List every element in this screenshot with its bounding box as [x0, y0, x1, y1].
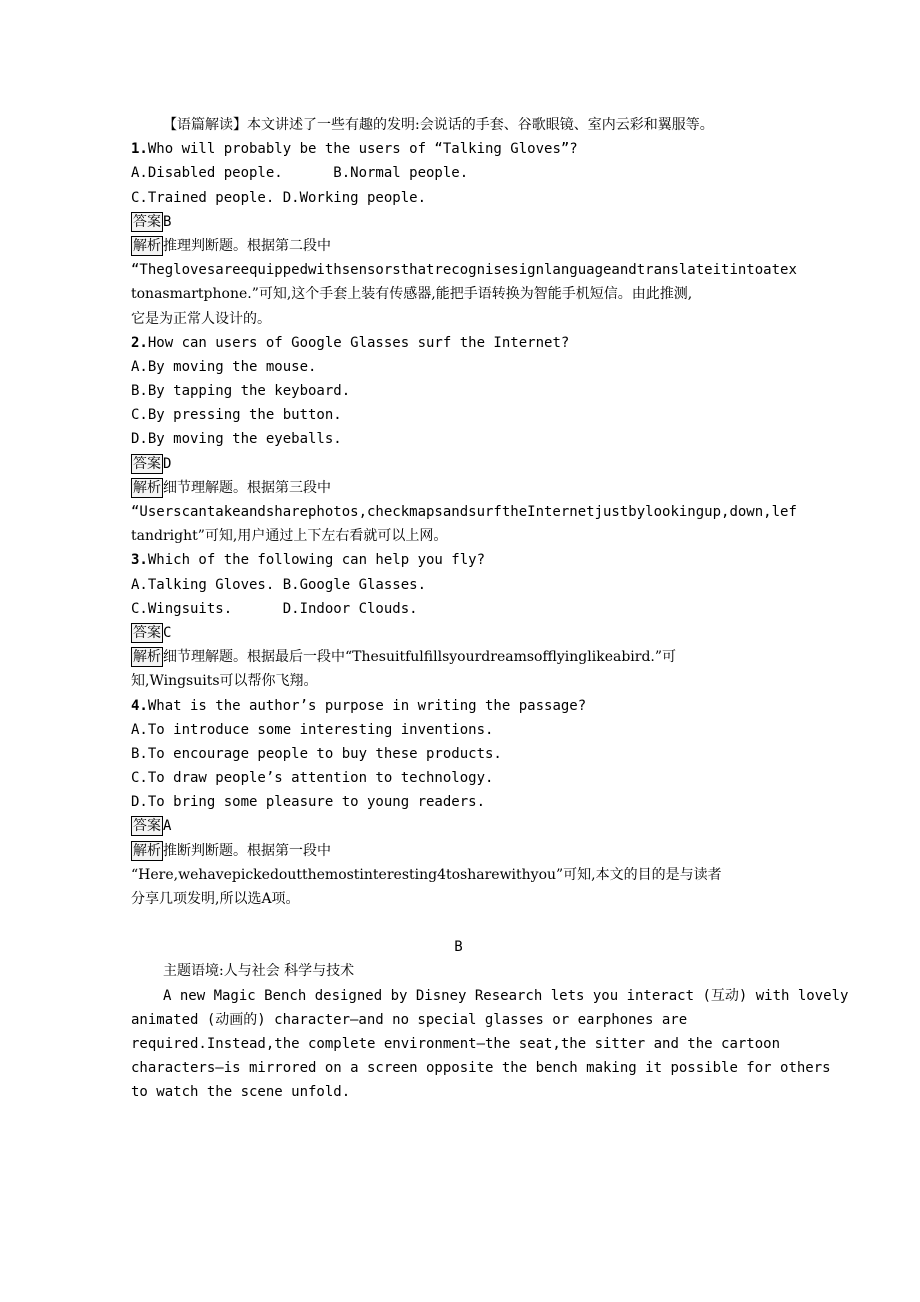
analysis-text: 它是为正常人设计的。 — [131, 310, 271, 327]
answer-row — [131, 452, 831, 476]
passage-line: A new Magic Bench designed by Disney Research lets you interact (互动) with lovely — [163, 987, 849, 1004]
answer-value: D — [163, 455, 172, 472]
answer-tag: 答案 — [133, 818, 161, 835]
option-d: D.To bring some pleasure to young readers. — [131, 794, 486, 811]
analysis-row — [131, 476, 831, 500]
theme-line: 主题语境:人与社会 科学与技术 — [163, 963, 355, 980]
answer-row — [131, 621, 831, 645]
option-a: A.To introduce some interesting inventions. — [131, 721, 494, 738]
analysis-tag: 解析 — [133, 649, 161, 666]
passage-line: characters—is mirrored on a screen opposite the bench making it possible for others — [131, 1060, 831, 1077]
section-heading: B — [454, 939, 463, 956]
question-2 — [131, 331, 831, 355]
question-3 — [131, 548, 831, 572]
analysis-text: “Here,wehavepickedoutthemostinteresting4tosharewithyou”可知,本文的目的是与读者 — [131, 866, 722, 883]
analysis-text: tonasmartphone.”可知,这个手套上装有传感器,能把手语转换为智能手机短信。由此推测, — [131, 286, 693, 303]
passage-line: animated (动画的) character—and no special glasses or earphones are — [131, 1011, 688, 1028]
analysis-text: “Userscantakeandsharephotos,checkmapsandsurftheInternetjustbylookingup,down,lef — [131, 504, 797, 520]
question-number: 2. — [131, 334, 148, 351]
analysis-text: 细节理解题。根据最后一段中“Thesuitfulfillsyourdreamsofflyinglikeabird.”可 — [163, 649, 677, 666]
analysis-tag: 解析 — [133, 479, 161, 496]
analysis-row — [131, 839, 831, 863]
options-line: C.Wingsuits. D.Indoor Clouds. — [131, 600, 418, 617]
option-c: C.To draw people’s attention to technology. — [131, 770, 494, 787]
intro-paragraph: 【语篇解读】本文讲述了一些有趣的发明:会说话的手套、谷歌眼镜、室内云彩和翼服等。 — [163, 117, 714, 133]
question-number: 1. — [131, 141, 148, 158]
question-4 — [131, 694, 831, 718]
question-number: 4. — [131, 697, 148, 714]
analysis-text: “Theglovesareequippedwithsensorsthatrecognisesignlanguageandtranslateitintoatex — [131, 262, 797, 279]
document-content — [131, 113, 849, 1105]
options-line: A.Disabled people. B.Normal people. — [131, 165, 469, 182]
option-b: B.To encourage people to buy these products. — [131, 745, 502, 762]
analysis-tag: 解析 — [133, 842, 161, 859]
answer-value: B — [163, 213, 172, 230]
question-number: 3. — [131, 552, 148, 569]
option-c: C.By pressing the button. — [131, 407, 342, 424]
question-1 — [131, 137, 831, 161]
options-line: C.Trained people. D.Working people. — [131, 189, 427, 206]
option-a: A.By moving the mouse. — [131, 358, 317, 375]
analysis-text: 细节理解题。根据第三段中 — [163, 479, 331, 496]
answer-tag: 答案 — [133, 455, 161, 472]
passage-line: required.Instead,the complete environment—the seat,the sitter and the cartoon — [131, 1035, 781, 1052]
answer-value: A — [163, 818, 172, 835]
question-text: What is the author’s purpose in writing the passage? — [147, 697, 587, 714]
answer-tag: 答案 — [133, 624, 161, 641]
analysis-text: 推断判断题。根据第一段中 — [163, 842, 331, 859]
analysis-tag: 解析 — [133, 237, 161, 254]
answer-value: C — [163, 624, 172, 641]
options-line: A.Talking Gloves. B.Google Glasses. — [131, 576, 427, 593]
question-text: Which of the following can help you fly? — [147, 552, 486, 569]
analysis-row — [131, 234, 831, 258]
answer-row — [131, 814, 831, 838]
question-text: Who will probably be the users of “Talking Gloves”? — [147, 141, 578, 158]
analysis-text: 分享几项发明,所以选A项。 — [131, 891, 300, 907]
question-text: How can users of Google Glasses surf the Internet? — [147, 334, 570, 351]
analysis-text: tandright”可知,用户通过上下左右看就可以上网。 — [131, 528, 448, 545]
analysis-row — [131, 645, 831, 669]
analysis-text: 推理判断题。根据第二段中 — [163, 237, 331, 254]
passage-line: to watch the scene unfold. — [131, 1084, 351, 1101]
answer-tag: 答案 — [133, 213, 161, 230]
analysis-text: 知,Wingsuits可以帮你飞翔。 — [131, 673, 318, 690]
answer-row — [131, 210, 831, 234]
option-d: D.By moving the eyeballs. — [131, 431, 342, 448]
option-b: B.By tapping the keyboard. — [131, 383, 351, 400]
